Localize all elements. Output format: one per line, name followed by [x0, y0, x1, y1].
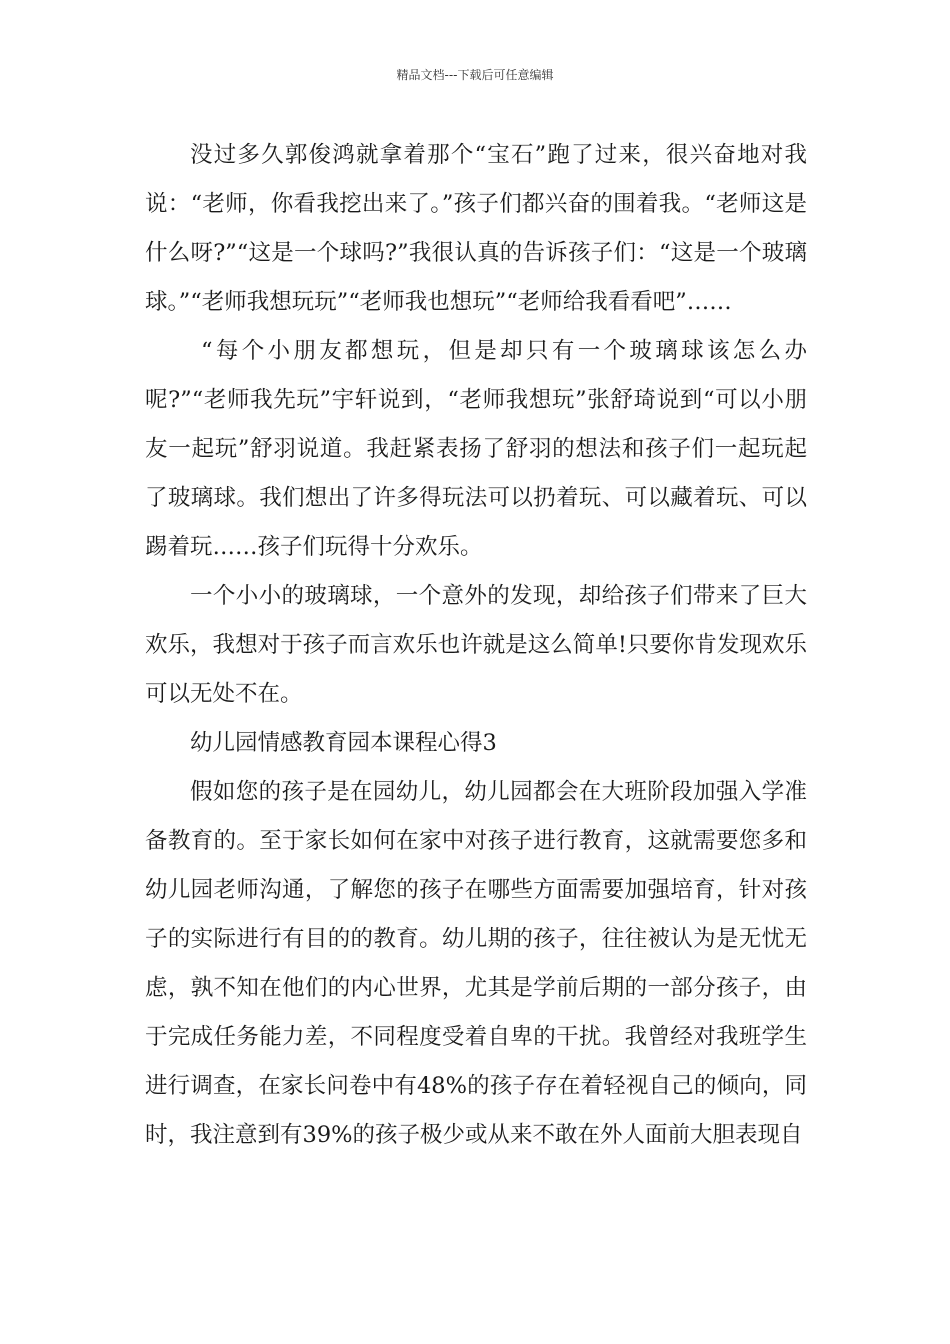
paragraph: “每个小朋友都想玩，但是却只有一个玻璃球该怎么办呢?”“老师我先玩”宇轩说到，“老师我想玩”张舒琦说到“可以小朋友一起玩”舒羽说道。我赶紧表扬了舒羽的想法和孩子们一起玩起了玻璃球。我们想出了许多得玩法可以扔着玩、可以藏着玩、可以踢着玩……孩子们玩得十分欢乐。 [145, 338, 807, 560]
paragraph: 一个小小的玻璃球，一个意外的发现，却给孩子们带来了巨大欢乐，我想对于孩子而言欢乐也许就是这么简单!只要你肯发现欢乐可以无处不在。 [145, 583, 807, 707]
paragraph: 假如您的孩子是在园幼儿，幼儿园都会在大班阶段加强入学准备教育的。至于家长如何在家中对孩子进行教育，这就需要您多和幼儿园老师沟通，了解您的孩子在哪些方面需要加强培育，针对孩子的实际进行有目的的教育。幼儿期的孩子，往往被认为是无忧无虑，孰不知在他们的内心世界，尤其是学前后期的一部分孩子，由于完成任务能力差，不同程度受着自卑的干扰。我曾经对我班学生进行调查，在家长问卷中有48%的孩子存在着轻视自己的倾向，同时，我注意到有39%的孩子极少或从来不敢在外人面前大胆表现自 [145, 779, 807, 1148]
page-header: 精品文档---下载后可任意编辑 [396, 68, 554, 82]
paragraph: 没过多久郭俊鸿就拿着那个“宝石”跑了过来，很兴奋地对我说：“老师，你看我挖出来了。”孩子们都兴奋的围着我。“老师这是什么呀?”“这是一个球吗?”我很认真的告诉孩子们：“这是一个玻璃球。”“老师我想玩玩”“老师我也想玩”“老师给我看看吧”…… [145, 142, 807, 315]
section-heading: 幼儿园情感教育园本课程心得3 [190, 730, 497, 756]
document-body [145, 131, 807, 1160]
